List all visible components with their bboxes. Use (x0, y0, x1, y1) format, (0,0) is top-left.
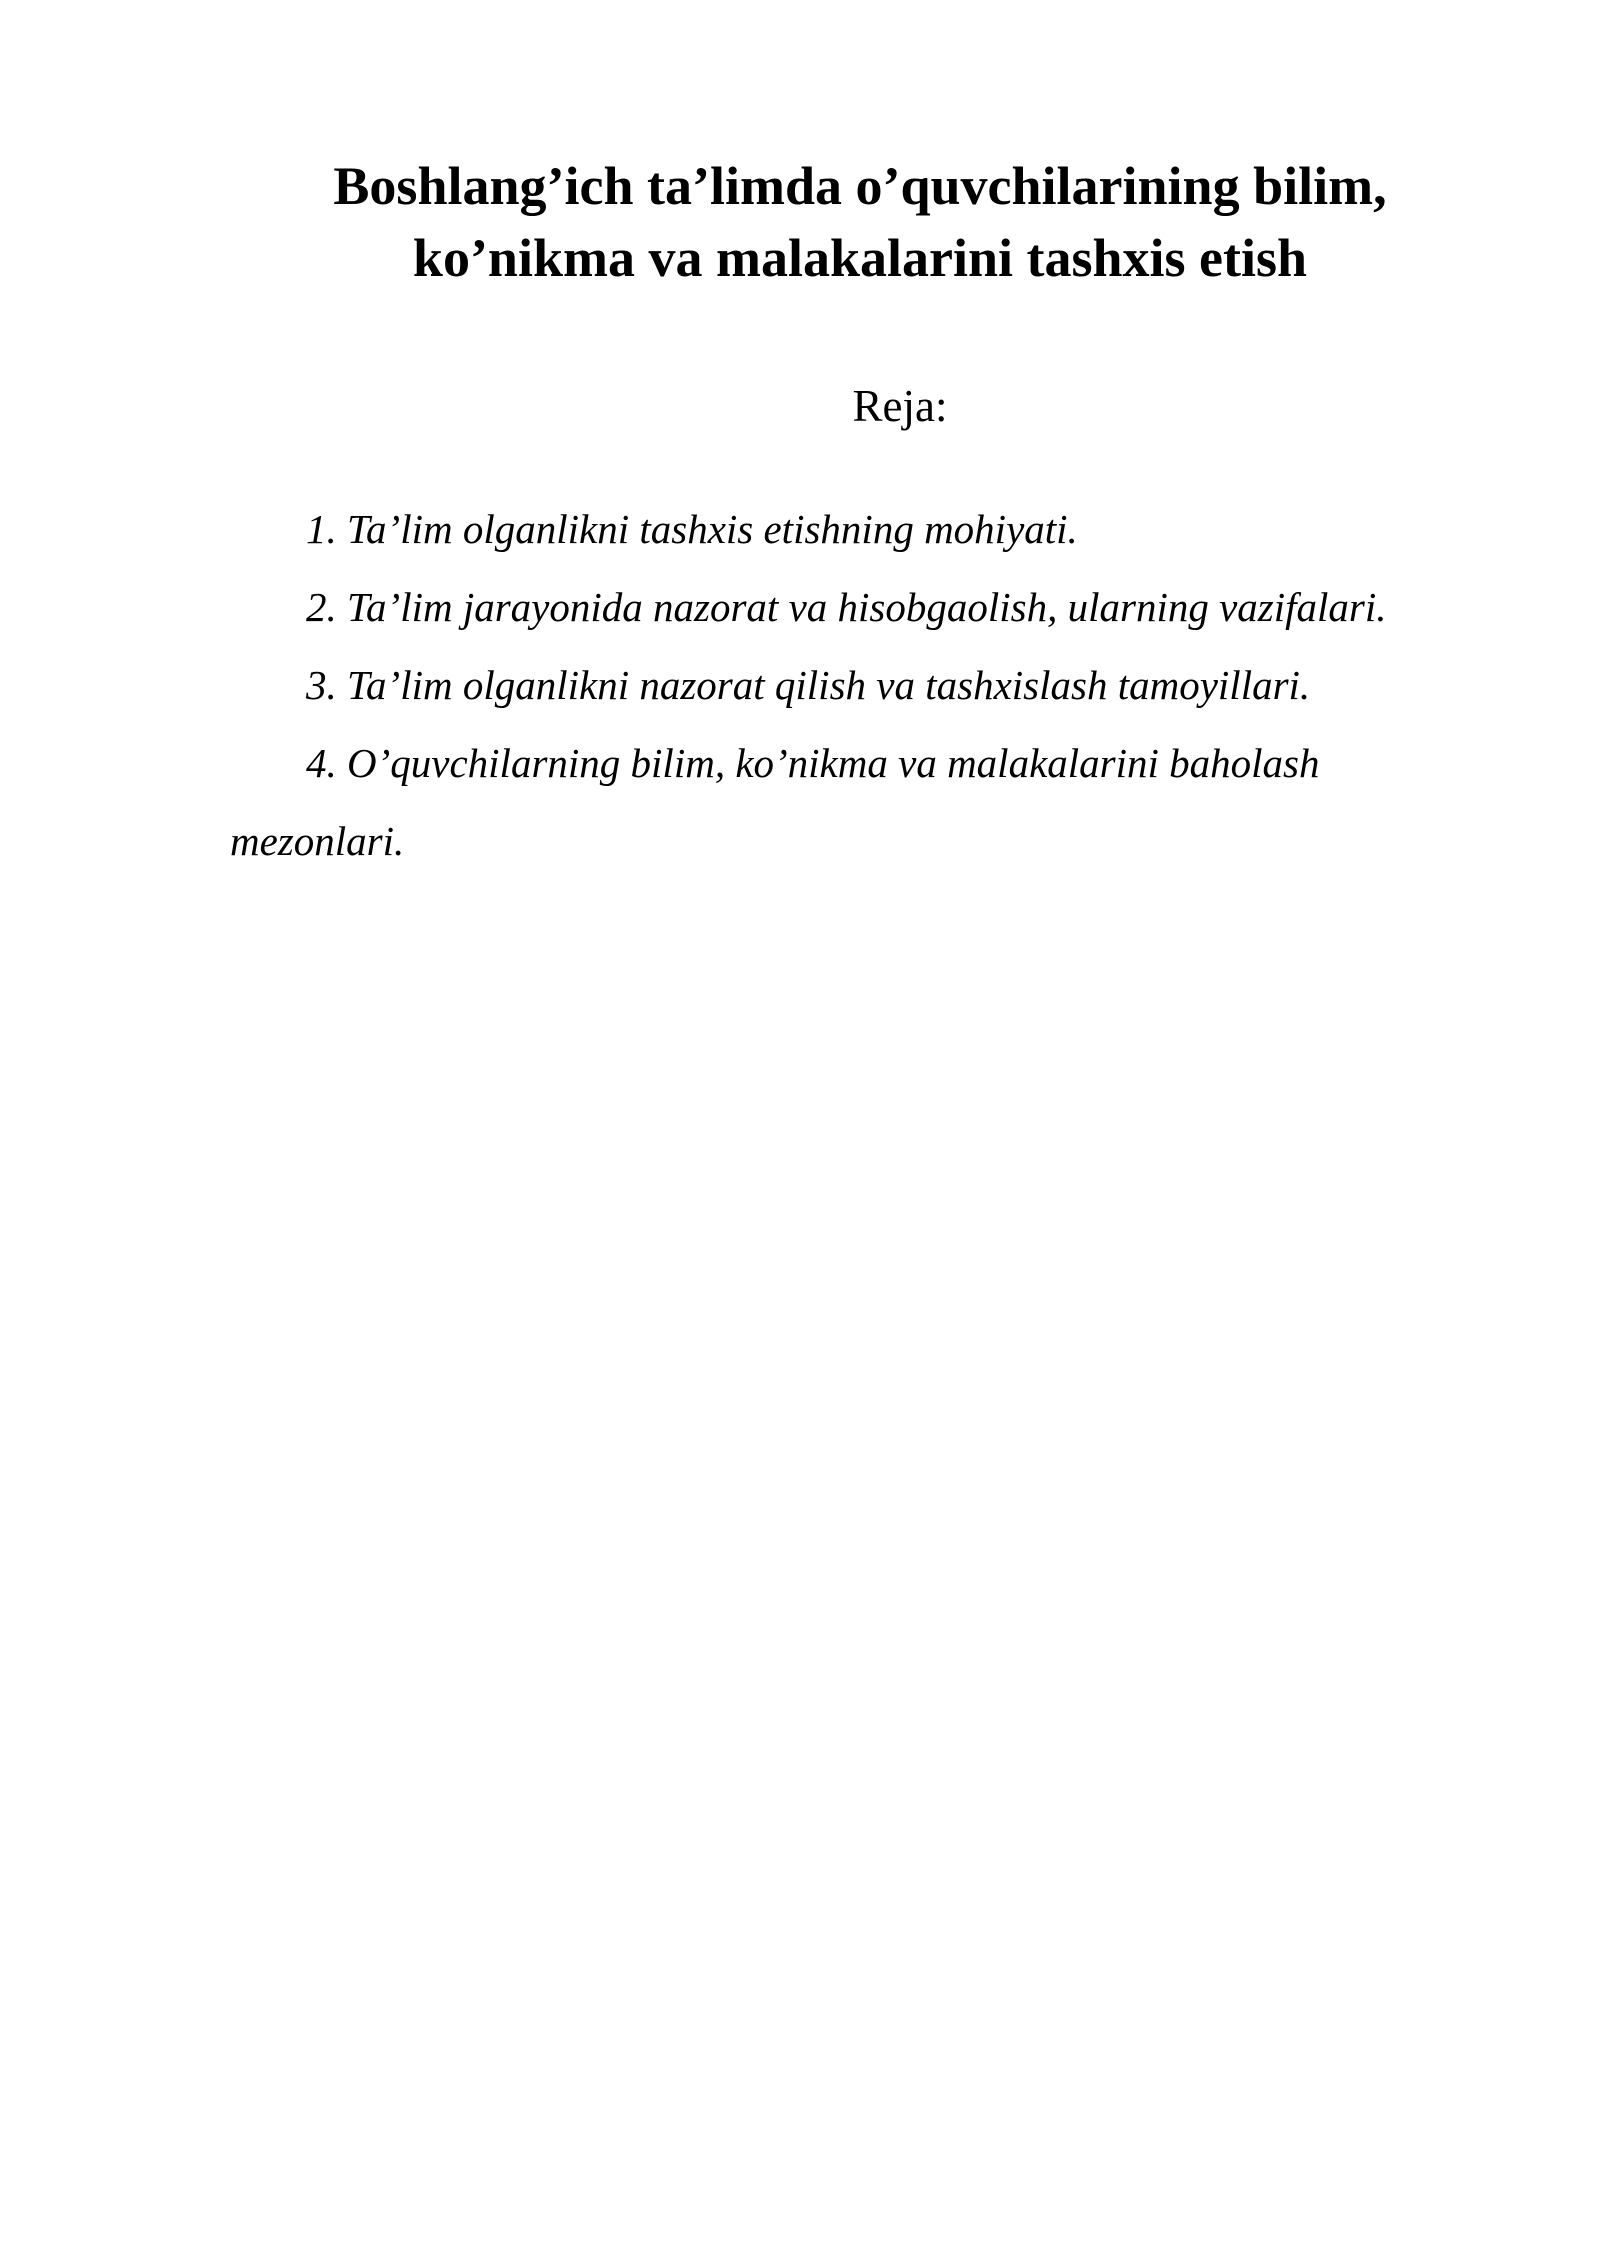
document-title-line-2: ko’nikma va malakalarini tashxis etish (412, 228, 1308, 288)
plan-item-2 (306, 568, 1566, 646)
plan-item-4 (230, 724, 1490, 880)
plan-item-text: Ta’lim olganlikni nazorat qilish va tashxislash tamoyillari. (347, 662, 1311, 708)
document-title-line-1: Boshlang’ich ta’limda o’quvchilarining bilim, (333, 156, 1387, 216)
plan-list (230, 490, 1490, 880)
plan-item-number: 2. (306, 584, 337, 630)
plan-heading: Reja: (852, 381, 948, 431)
plan-item-number: 4. (306, 740, 337, 786)
plan-item-1 (306, 490, 1566, 568)
document-title (200, 150, 1520, 294)
plan-item-text: Ta’lim jarayonida nazorat va hisobgaolish, ularning vazifalari. (347, 584, 1387, 630)
plan-item-4-first-line (306, 740, 1320, 786)
plan-item-text: Ta’lim olganlikni tashxis etishning mohiyati. (347, 506, 1078, 552)
plan-item-text: O’quvchilarning bilim, ko’nikma va malakalarini baholash (347, 740, 1320, 786)
plan-item-number: 1. (306, 506, 337, 552)
plan-item-3 (306, 646, 1566, 724)
plan-item-number: 3. (306, 662, 337, 708)
plan-item-continuation: mezonlari. (230, 818, 405, 864)
